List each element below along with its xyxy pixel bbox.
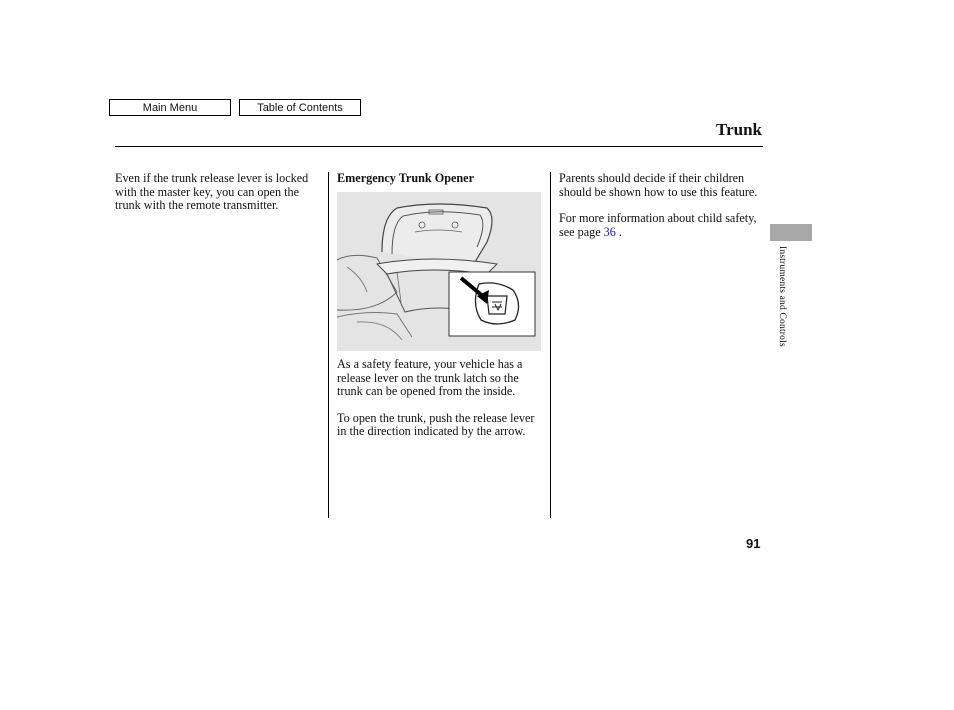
col1-paragraph: Even if the trunk release lever is locked with the master key, you can open the trunk with the remote transmitter. [115,171,309,212]
section-tab [770,224,812,241]
section-label: Instruments and Controls [777,246,787,347]
main-menu-button[interactable]: Main Menu [109,99,231,116]
col2-paragraph-2: To open the trunk, push the release lever in the direction indicated by the arrow. [337,410,535,438]
col3-paragraph-1: Parents should decide if their children should be shown how to use this feature. [559,171,758,199]
column-divider-1 [328,172,329,518]
column-1 [115,172,320,226]
page-36-link[interactable]: 36 [603,224,616,239]
column-divider-2 [550,172,551,518]
page-number: 91 [746,536,761,551]
col2-paragraph-1: As a safety feature, your vehicle has a release lever on the trunk latch so the trunk can be opened from the inside. [337,357,523,398]
title-rule [115,146,763,147]
col3-text: For more information about child safety, see page [559,211,757,239]
col3-paragraph-2 [559,212,765,239]
column-2 [337,172,545,192]
trunk-opener-illustration [337,192,541,351]
column-3 [559,172,765,252]
table-of-contents-button[interactable]: Table of Contents [239,99,361,116]
column-2-body [337,358,545,452]
section-heading: Emergency Trunk Opener [337,171,474,185]
col3-suffix: . [615,224,622,239]
page-title: Trunk [716,120,762,139]
